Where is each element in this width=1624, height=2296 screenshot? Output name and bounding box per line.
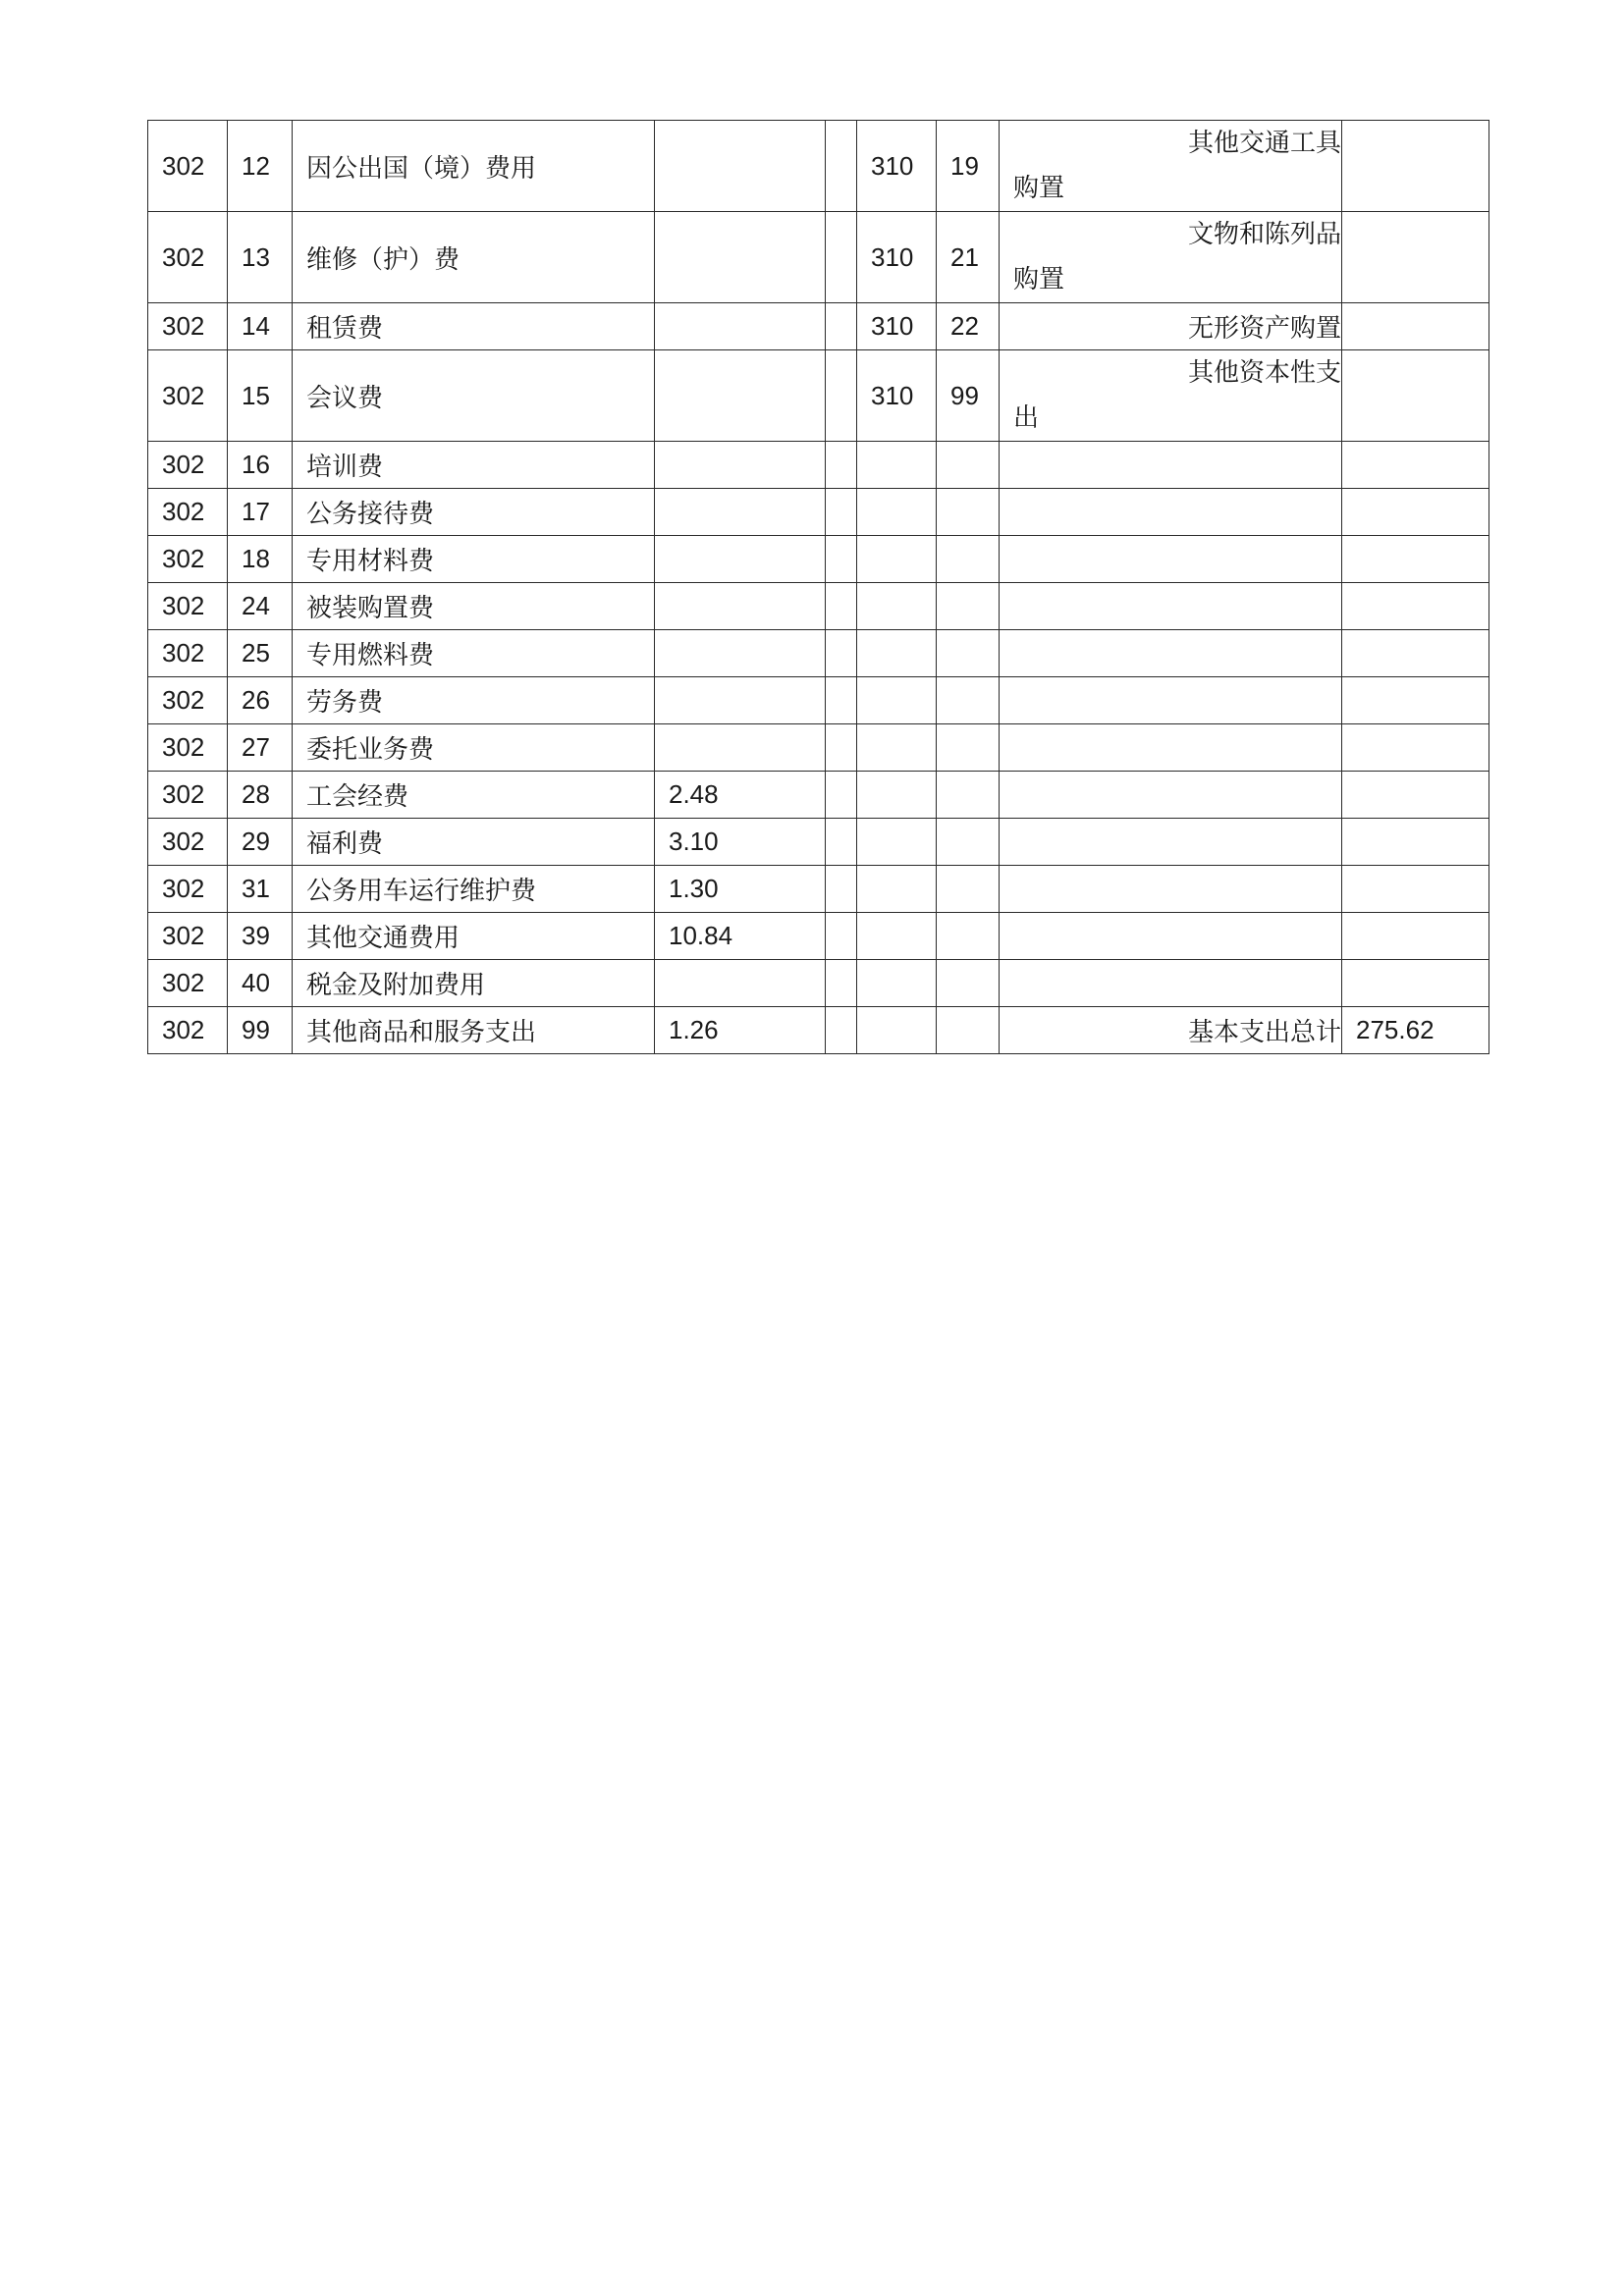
class-code-cell: 310 — [857, 121, 937, 212]
amount-cell — [655, 303, 826, 350]
spacer-cell — [826, 772, 857, 819]
amount-cell: 3.10 — [655, 819, 826, 866]
class-code-cell: 302 — [148, 772, 228, 819]
empty-cell — [1000, 583, 1342, 630]
item-code-cell: 21 — [937, 212, 1000, 303]
item-code-cell: 39 — [228, 913, 293, 960]
empty-cell — [937, 866, 1000, 913]
empty-cell — [1342, 677, 1489, 724]
empty-cell — [937, 960, 1000, 1007]
item-code-cell: 17 — [228, 489, 293, 536]
class-code-cell: 302 — [148, 442, 228, 489]
spacer-cell — [826, 819, 857, 866]
item-name-cell: 租赁费 — [293, 303, 655, 350]
table-row — [148, 583, 1489, 630]
total-label: 基本支出总计 — [1000, 1007, 1342, 1054]
total-row — [148, 1007, 1489, 1054]
total-amount: 275.62 — [1342, 1007, 1489, 1054]
empty-cell — [937, 583, 1000, 630]
spacer-cell — [826, 442, 857, 489]
spacer-cell — [826, 724, 857, 772]
amount-cell: 2.48 — [655, 772, 826, 819]
item-name-cell: 其他商品和服务支出 — [293, 1007, 655, 1054]
amount-cell — [655, 442, 826, 489]
spacer-cell — [826, 583, 857, 630]
class-code-cell: 302 — [148, 583, 228, 630]
item-code-cell: 14 — [228, 303, 293, 350]
item-code-cell: 13 — [228, 212, 293, 303]
spacer-cell — [826, 212, 857, 303]
class-code-cell: 302 — [148, 303, 228, 350]
item-code-cell: 22 — [937, 303, 1000, 350]
item-code-cell: 28 — [228, 772, 293, 819]
item-name-cell: 公务接待费 — [293, 489, 655, 536]
empty-cell — [1342, 630, 1489, 677]
empty-cell — [1000, 960, 1342, 1007]
table-row — [148, 489, 1489, 536]
item-code-cell: 27 — [228, 724, 293, 772]
item-code-cell: 29 — [228, 819, 293, 866]
empty-cell — [857, 630, 937, 677]
amount-cell — [655, 960, 826, 1007]
table-row — [148, 819, 1489, 866]
empty-cell — [937, 1007, 1000, 1054]
empty-cell — [857, 866, 937, 913]
empty-cell — [1000, 772, 1342, 819]
empty-cell — [1342, 583, 1489, 630]
empty-cell — [857, 442, 937, 489]
table-row — [148, 772, 1489, 819]
empty-cell — [857, 960, 937, 1007]
spacer-cell — [826, 536, 857, 583]
class-code-cell: 302 — [148, 677, 228, 724]
empty-cell — [857, 677, 937, 724]
empty-cell — [857, 772, 937, 819]
table-row — [148, 303, 1489, 350]
spacer-cell — [826, 913, 857, 960]
amount-cell — [1342, 121, 1489, 212]
class-code-cell: 302 — [148, 1007, 228, 1054]
empty-cell — [857, 913, 937, 960]
empty-cell — [1000, 819, 1342, 866]
class-code-cell: 302 — [148, 212, 228, 303]
empty-cell — [1000, 630, 1342, 677]
item-name-cell: 被装购置费 — [293, 583, 655, 630]
empty-cell — [1000, 442, 1342, 489]
amount-cell — [655, 536, 826, 583]
class-code-cell: 302 — [148, 350, 228, 442]
empty-cell — [1000, 489, 1342, 536]
empty-cell — [1342, 442, 1489, 489]
amount-cell: 1.26 — [655, 1007, 826, 1054]
class-code-cell: 302 — [148, 121, 228, 212]
item-code-cell: 31 — [228, 866, 293, 913]
item-name-line1: 文物和陈列品 — [1187, 220, 1341, 249]
empty-cell — [1000, 724, 1342, 772]
item-name-line1: 其他资本性支 — [1187, 358, 1341, 388]
item-code-cell: 40 — [228, 960, 293, 1007]
spacer-cell — [826, 303, 857, 350]
empty-cell — [1342, 866, 1489, 913]
amount-cell — [655, 489, 826, 536]
empty-cell — [937, 913, 1000, 960]
empty-cell — [1342, 724, 1489, 772]
class-code-cell: 302 — [148, 913, 228, 960]
table-row — [148, 724, 1489, 772]
empty-cell — [1342, 772, 1489, 819]
amount-cell — [1342, 350, 1489, 442]
empty-cell — [937, 536, 1000, 583]
empty-cell — [857, 536, 937, 583]
item-code-cell: 19 — [937, 121, 1000, 212]
empty-cell — [857, 489, 937, 536]
table-row — [148, 630, 1489, 677]
empty-cell — [1342, 913, 1489, 960]
item-name-line2: 购置 — [1013, 265, 1065, 294]
item-code-cell: 16 — [228, 442, 293, 489]
table-body — [148, 121, 1489, 1054]
empty-cell — [1342, 489, 1489, 536]
item-code-cell: 25 — [228, 630, 293, 677]
item-code-cell: 24 — [228, 583, 293, 630]
spacer-cell — [826, 960, 857, 1007]
table-row — [148, 913, 1489, 960]
amount-cell — [655, 630, 826, 677]
empty-cell — [1342, 536, 1489, 583]
item-name-cell: 福利费 — [293, 819, 655, 866]
amount-cell — [655, 350, 826, 442]
empty-cell — [937, 772, 1000, 819]
empty-cell — [1000, 866, 1342, 913]
table-row — [148, 442, 1489, 489]
empty-cell — [937, 630, 1000, 677]
table-row — [148, 121, 1489, 212]
table-row — [148, 866, 1489, 913]
item-code-cell: 99 — [228, 1007, 293, 1054]
class-code-cell: 302 — [148, 866, 228, 913]
spacer-cell — [826, 630, 857, 677]
amount-cell — [655, 212, 826, 303]
item-name-cell: 税金及附加费用 — [293, 960, 655, 1007]
class-code-cell: 302 — [148, 489, 228, 536]
item-code-cell: 18 — [228, 536, 293, 583]
table-row — [148, 212, 1489, 303]
empty-cell — [1342, 960, 1489, 1007]
item-name-cell: 维修（护）费 — [293, 212, 655, 303]
amount-cell — [1342, 303, 1489, 350]
item-code-cell: 26 — [228, 677, 293, 724]
empty-cell — [857, 724, 937, 772]
amount-cell — [1342, 212, 1489, 303]
spacer-cell — [826, 121, 857, 212]
item-name-cell — [1000, 350, 1342, 442]
item-name-cell — [1000, 121, 1342, 212]
item-name-line2: 购置 — [1013, 174, 1065, 203]
empty-cell — [937, 677, 1000, 724]
item-code-cell: 12 — [228, 121, 293, 212]
class-code-cell: 302 — [148, 724, 228, 772]
item-name-cell: 专用燃料费 — [293, 630, 655, 677]
empty-cell — [1000, 536, 1342, 583]
table-row — [148, 960, 1489, 1007]
empty-cell — [1000, 677, 1342, 724]
empty-cell — [1000, 913, 1342, 960]
spacer-cell — [826, 350, 857, 442]
item-name-cell: 其他交通费用 — [293, 913, 655, 960]
item-name-cell: 公务用车运行维护费 — [293, 866, 655, 913]
item-name-cell: 工会经费 — [293, 772, 655, 819]
empty-cell — [1342, 819, 1489, 866]
class-code-cell: 302 — [148, 536, 228, 583]
item-name-line1: 其他交通工具 — [1187, 129, 1341, 158]
amount-cell — [655, 583, 826, 630]
item-name-line2: 出 — [1013, 403, 1040, 433]
table-row — [148, 677, 1489, 724]
item-name-cell: 劳务费 — [293, 677, 655, 724]
empty-cell — [937, 442, 1000, 489]
empty-cell — [857, 819, 937, 866]
item-name-cell: 因公出国（境）费用 — [293, 121, 655, 212]
spacer-cell — [826, 677, 857, 724]
empty-cell — [937, 819, 1000, 866]
spacer-cell — [826, 866, 857, 913]
item-code-cell: 99 — [937, 350, 1000, 442]
spacer-cell — [826, 1007, 857, 1054]
amount-cell — [655, 121, 826, 212]
class-code-cell: 302 — [148, 960, 228, 1007]
class-code-cell: 302 — [148, 819, 228, 866]
item-name-cell: 专用材料费 — [293, 536, 655, 583]
table-row — [148, 350, 1489, 442]
amount-cell — [655, 724, 826, 772]
amount-cell: 10.84 — [655, 913, 826, 960]
budget-expenditure-table — [147, 120, 1489, 1054]
class-code-cell: 310 — [857, 303, 937, 350]
item-name-cell: 培训费 — [293, 442, 655, 489]
class-code-cell: 310 — [857, 212, 937, 303]
item-name-cell: 委托业务费 — [293, 724, 655, 772]
empty-cell — [857, 1007, 937, 1054]
class-code-cell: 310 — [857, 350, 937, 442]
empty-cell — [857, 583, 937, 630]
item-code-cell: 15 — [228, 350, 293, 442]
item-name-cell: 无形资产购置 — [1000, 303, 1342, 350]
class-code-cell: 302 — [148, 630, 228, 677]
amount-cell: 1.30 — [655, 866, 826, 913]
empty-cell — [937, 489, 1000, 536]
item-name-cell — [1000, 212, 1342, 303]
item-name-cell: 会议费 — [293, 350, 655, 442]
table-row — [148, 536, 1489, 583]
spacer-cell — [826, 489, 857, 536]
empty-cell — [937, 724, 1000, 772]
amount-cell — [655, 677, 826, 724]
